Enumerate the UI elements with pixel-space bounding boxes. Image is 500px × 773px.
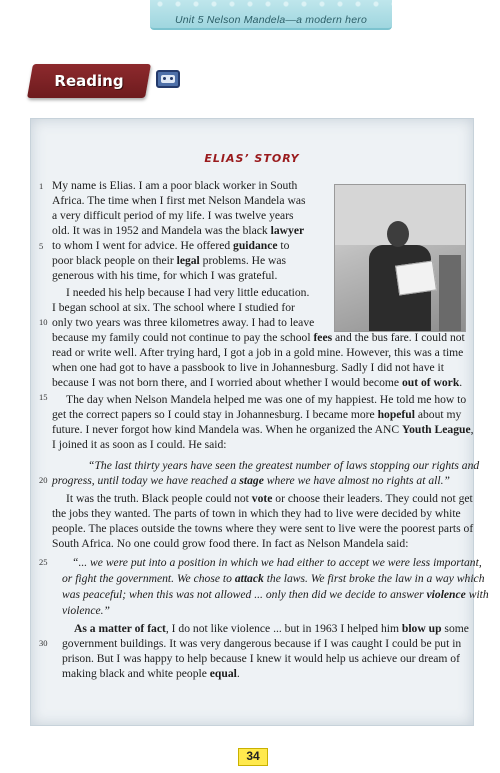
story-line: making black and white people equal. [62,667,240,680]
story-line: South Africa. No one could grow food there. In fact as Nelson Mandela said: [52,537,409,550]
story-line: It was the truth. Black people could not vote or choose their leaders. They could not get [66,492,473,505]
cassette-icon[interactable] [156,70,180,88]
story-line: My name is Elias. I am a poor black worker in South [52,179,298,192]
story-line: because my family could not continue to pay the school fees and the bus fare. I could not [52,331,465,344]
line-number: 25 [39,557,48,567]
story-line: old. It was in 1952 and Mandela was the black lawyer [52,224,305,237]
quote-line: or fight the government. We chose to attack the laws. We first broke the law in a way which [62,572,485,585]
line-number: 30 [39,638,48,648]
story-line: a very difficult period of my life. I was twelve years [52,209,294,222]
story-title: ELIAS’ STORY [204,152,300,165]
page-number: 34 [246,749,260,763]
story-line: I joined it as soon as I could. He said: [52,438,227,451]
section-label: Reading [54,72,124,90]
story-line: Africa. The time when I first met Nelson Mandela was [52,194,306,207]
story-line: because I was not born there, and I worried about whether I would become out of work. [52,376,463,389]
story-line: I needed his help because I had very little education. [66,286,310,299]
quote-line: violence.” [62,604,110,617]
header-band [150,0,392,30]
quote-line: “... we were put into a position in which we had either to accept we were less important, [72,556,482,569]
line-number: 20 [39,475,48,485]
story-line: I began school at six. The school where I studied for [52,301,295,314]
story-line: future. I never forgot how kind Mandela was. When he organized the ANC Youth League, [52,423,474,436]
story-line: poor black people on their legal problems. He was [52,254,287,267]
story-line: the jobs they wanted. The parts of town in which they had to live were decided by white [52,507,461,520]
line-number: 5 [39,241,44,251]
line-number: 10 [39,317,48,327]
story-line: people. The places outside the towns where they were sent to live were the poorest parts of [52,522,474,535]
unit-title: Unit 5 Nelson Mandela—a modern hero [174,14,368,26]
line-number: 1 [39,181,44,191]
story-line: only two years was three kilometres away. I had to leave [52,316,315,329]
story-line: get the correct papers so I could stay in Johannesburg. I became more hopeful about my [52,408,462,421]
story-line: government buildings. It was very dangerous because if I was caught I could be put in [62,637,462,650]
photo-nelson-mandela [334,184,466,332]
story-line: to whom I went for advice. He offered guidance to [52,239,290,252]
quote-line: “The last thirty years have seen the greatest number of laws stopping our rights and [88,459,480,472]
quote-line: was peaceful; when this was not allowed ... only then did we decide to answer violence with [62,588,489,601]
story-line: prison. But I was happy to help because I knew it would help us achieve our dream of [62,652,460,665]
story-line: read or write well. After trying hard, I got a job in a gold mine. However, this was a time [52,346,464,359]
story-line: As a matter of fact, I do not like violence ... but in 1963 I helped him blow up some [74,622,469,635]
line-number: 15 [39,392,48,402]
story-line: The day when Nelson Mandela helped me was one of my happiest. He told me how to [66,393,467,406]
story-line: when one had got to have a passbook to live in Johannesburg. Sadly I did not have it [52,361,444,374]
story-line: generous with his time, for which I was grateful. [52,269,278,282]
quote-line: progress, until today we have reached a stage where we have almost no rights at all.” [52,474,450,487]
